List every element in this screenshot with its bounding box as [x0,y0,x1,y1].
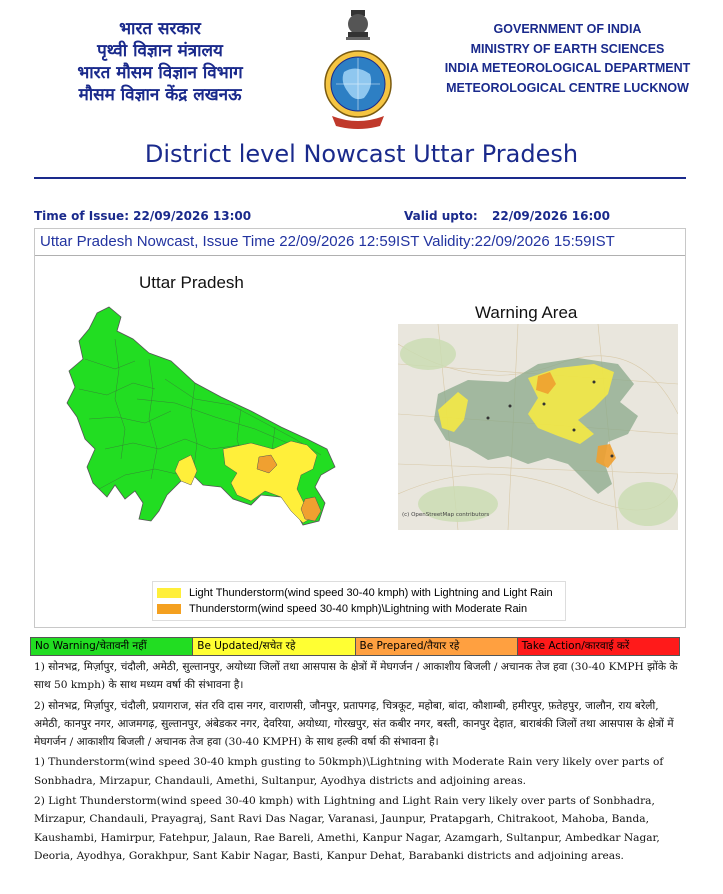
hindi-header [40,18,280,106]
warning-category-bar [30,637,680,656]
category-take-action: Take Action/कारवाई करें [518,638,679,655]
english-line-4: METEOROLOGICAL CENTRE LUCKNOW [446,80,689,95]
english-forecast-2: 2) Light Thunderstorm(wind speed 30-40 kmph) with Lightning and Light Rain very likely over parts of Sonbhadra, Mirzapur, Chandauli, Prayagraj, Sant Ravi Das Nagar, Varanasi, Jaunpur, Pratapgarh, Chitrakoot, Mahoba, Banda, Kaushambi, Hamirpur, Fatehpur, Jalaun, Rae Bareli, Amethi, Kanpur Nagar, Azamgarh, Sultanpur, Ambedkar Nagar, Deoria, Ayodhya, Gorakhpur, Sant Kabir Nagar, Basti, Kanpur Dehat, Barabanki districts and adjoining areas. [34,795,660,862]
right-map-title: Warning Area [475,303,578,322]
english-line-1: GOVERNMENT OF INDIA [493,22,642,36]
english-line-2: MINISTRY OF EARTH SCIENCES [470,41,665,56]
valid-upto-value: 22/09/2026 16:00 [492,209,610,223]
english-line-3: INDIA METEOROLOGICAL DEPARTMENT [444,61,691,75]
english-forecast-1: 1) Thunderstorm(wind speed 30-40 kmph gusting to 50kmph)\Lightning with Moderate Rain very likely over parts of Sonbhadra, Mirzapur, Chandauli, Amethi, Sultanpur, Ayodhya districts and adjoining areas. [34,756,664,787]
legend-item-light-thunderstorm [157,586,553,600]
imd-emblem-icon [318,8,398,130]
category-no-warning: No Warning/चेतावनी नहीं [31,638,193,655]
legend-swatch-yellow [157,588,181,598]
time-of-issue: Time of Issue: 22/09/2026 13:00 [34,209,252,223]
english-header [430,20,705,98]
legend-label-thunderstorm: Thunderstorm(wind speed 30-40 kmph)\Lightning with Moderate Rain [189,603,528,615]
legend-item-thunderstorm [157,602,527,616]
forecast-description [34,658,686,867]
legend-swatch-orange [157,604,181,614]
hindi-forecast-1: 1) सोनभद्र, मिर्ज़ापुर, चंदौली, अमेठी, सुल्तानपुर, अयोध्या जिलों तथा आसपास के क्षेत्रों में मेघगर्जन / आकाशीय बिजली / अचानक तेज हवा (30-40 KMPH झोंके के साथ 50 kmph) के साथ मध्यम वर्षा की संभावना है। [34,661,678,692]
hindi-line-3: भारत मौसम विज्ञान विभाग [77,63,243,83]
osm-credit: (c) OpenStreetMap contributors [402,512,490,518]
valid-upto-label: Valid upto: [404,209,478,223]
hindi-line-2: पृथ्वी विज्ञान मंत्रालय [97,41,223,61]
hindi-forecast-2: 2) सोनभद्र, मिर्ज़ापुर, चंदौली, प्रयागराज, संत रवि दास नगर, वाराणसी, जौनपुर, प्रतापगढ़, चित्रकूट, महोबा, बांदा, कौशाम्बी, हमीरपुर, फ़तेहपुर, जालौन, राय बरेली, अमेठी, कानपुर नगर, आजमगढ़, सुल्तानपुर, अंबेडकर नगर, देवरिया, अयोध्या, गोरखपुर, संत कबीर नगर, बस्ती, कानपुर देहात, बाराबंकी जिलों तथा आसपास के क्षेत्रों में मेघगर्जन / आकाशीय बिजली / अचानक तेज हवा (30-40 KMPH) के साथ हल्की वर्षा की संभावना है। [34,699,674,749]
panel-divider [35,255,685,256]
warning-area-map [398,324,678,530]
nowcast-panel-title: Uttar Pradesh Nowcast, Issue Time 22/09/2026 12:59IST Validity:22/09/2026 15:59IST [40,233,615,250]
nowcast-panel [34,228,686,628]
page-title: District level Nowcast Uttar Pradesh [144,140,579,168]
hindi-line-1: भारत सरकार [119,19,201,39]
legend-label-light-thunderstorm: Light Thunderstorm(wind speed 30-40 kmph) with Lightning and Light Rain [189,587,553,599]
title-divider [34,177,686,179]
up-district-map [45,299,345,559]
hindi-line-4: मौसम विज्ञान केंद्र लखनऊ [78,85,242,105]
map-legend [152,581,566,621]
left-map-title: Uttar Pradesh [139,273,244,292]
category-be-updated: Be Updated/सचेत रहे [193,638,355,655]
category-be-prepared: Be Prepared/तैयार रहे [356,638,518,655]
